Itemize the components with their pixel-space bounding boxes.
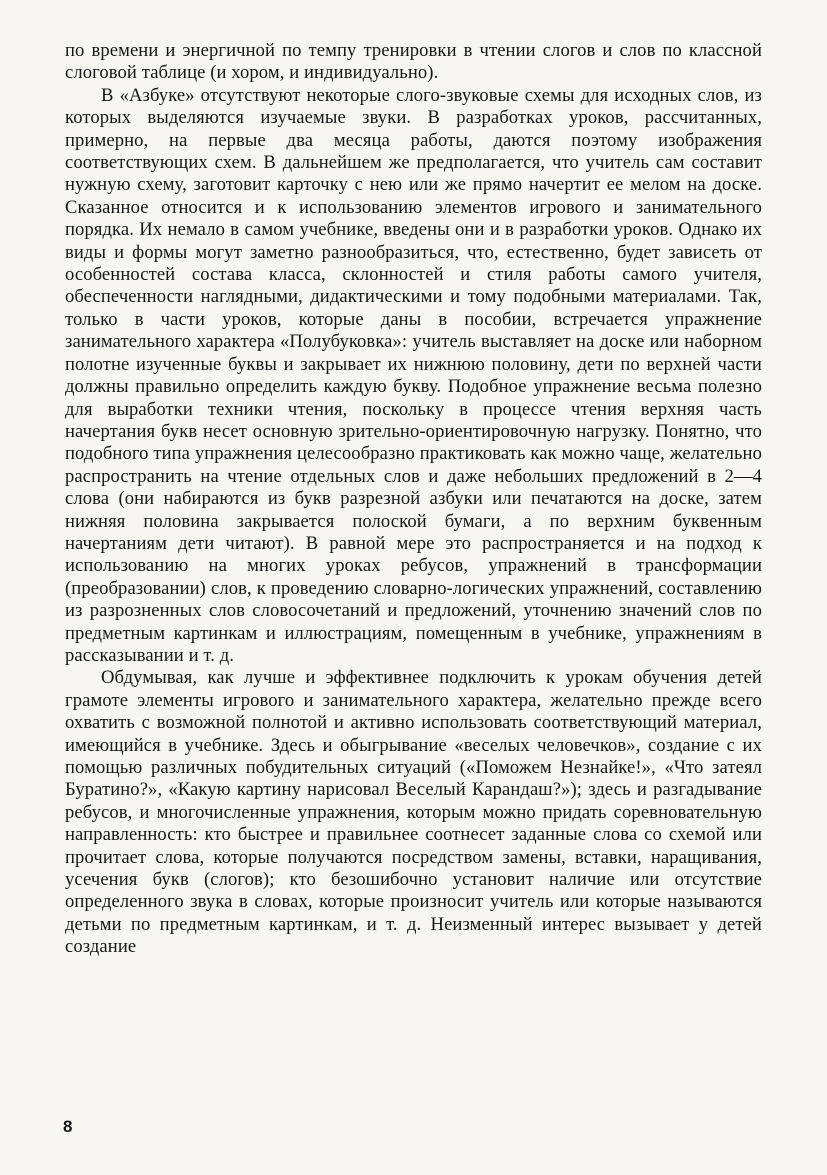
paragraph-game-elements: Обдумывая, как лучше и эффективнее подключить к урокам обучения детей грамоте элементы игрового и занимательного характера, желательно прежде всего охватить с возможной полнотой и активно использовать соответствующий материал, имеющийся в учебнике. Здесь и обыгрывание «веселых человечков», создание с их помощью различных побудительных ситуаций («Поможем Незнайке!», «Что затеял Буратино?», «Какую картину нарисовал Веселый Карандаш?»); здесь и разгадывание ребусов, и многочисленные упражнения, которым можно придать соревновательную направленность: кто быстрее и правильнее соотнесет заданные слова со схемой или прочитает слова, которые получаются посредством замены, вставки, наращивания, усечения букв (слогов); кто безошибочно установит наличие или отсутствие определенного звука в словах, которые произносит учитель или которые называются детьми по предметным картинкам, и т. д. Неизменный интерес вызывает у детей создание bbox=[65, 667, 762, 958]
paragraph-continuation: по времени и энергичной по темпу тренировки в чтении слогов и слов по классной слоговой таблице (и хором, и индивидуально). bbox=[65, 40, 762, 84]
paragraph-azbuka-schemes: В «Азбуке» отсутствуют некоторые слого-звуковые схемы для исходных слов, из которых выделяются изучаемые звуки. В разработках уроков, рассчитанных, примерно, на первые два месяца работы, даются поэтому изображения соответствующих схем. В дальнейшем же предполагается, что учитель сам составит нужную схему, заготовит карточку с нею или же прямо начертит ее мелом на доске. Сказанное относится и к использованию элементов игрового и занимательного порядка. Их немало в самом учебнике, введены они и в разработки уроков. Однако их виды и формы могут заметно разнообразиться, что, естественно, будет зависеть от особенностей состава класса, склонностей и стиля работы самого учителя, обеспеченности наглядными, дидактическими и тому подобными материалами. Так, только в части уроков, которые даны в пособии, встречается упражнение занимательного характера «Полубуковка»: учитель выставляет на доске или наборном полотне изученные буквы и закрывает их нижнюю половину, дети по верхней части должны правильно определить каждую букву. Подобное упражнение весьма полезно для выработки техники чтения, поскольку в процессе чтения верхняя часть начертания букв несет основную зрительно-ориентировочную нагрузку. Понятно, что подобного типа упражнения целесообразно практиковать как можно чаще, желательно распространить на чтение отдельных слов и даже небольших предложений в 2—4 слова (они набираются из букв разрезной азбуки или печатаются на доске, затем нижняя половина закрывается полоской бумаги, а по верхним буквенным начертаниям дети читают). В равной мере это распространяется и на подход к использованию на многих уроках ребусов, упражнений в трансформации (преобразовании) слов, к проведению словарно-логических упражнений, составлению из разрозненных слов словосочетаний и предложений, уточнению значений слов по предметным картинкам и иллюстрациям, помещенным в учебнике, упражнениям в рассказывании и т. д. bbox=[65, 84, 762, 666]
page-body bbox=[65, 40, 762, 959]
page-number: 8 bbox=[63, 1117, 73, 1136]
